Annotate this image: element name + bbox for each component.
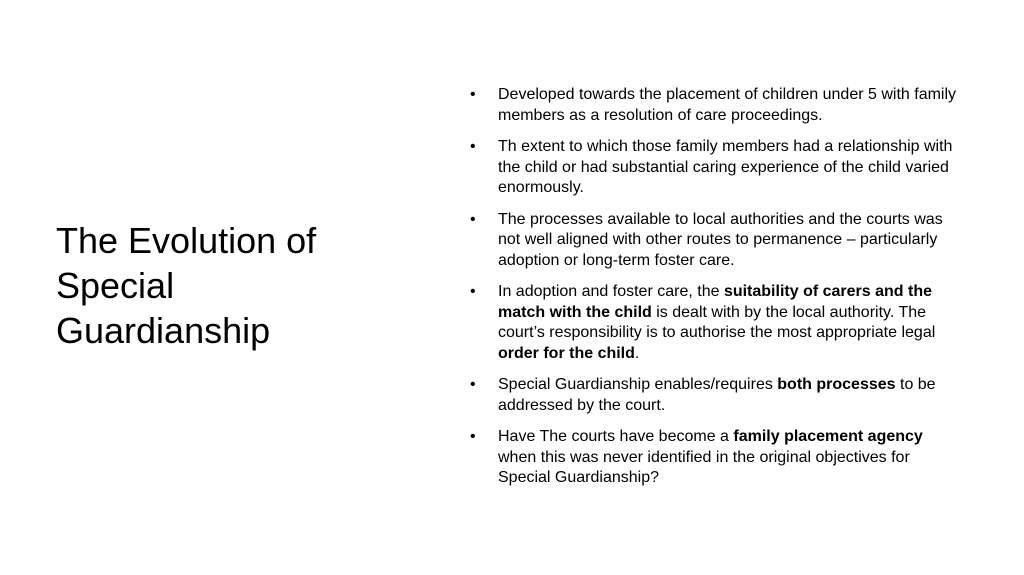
bullet-text-part: In adoption and foster care, the [498,283,724,300]
bullet-text [498,86,956,124]
bullet-dot-icon: • [470,138,476,155]
bullet-item [470,375,960,416]
bullet-item [470,282,960,364]
bullet-text-part: when this was never identified in the original objectives for Special Guardianship? [498,448,910,486]
bullet-item [470,85,960,126]
bullet-text-part: Developed towards the placement of children under 5 with family members as a resolution of care proceedings. [498,86,957,124]
bullet-text-emphasis: order for the child [498,344,635,362]
bullet-text-emphasis: both processes [777,376,896,393]
bullet-text-part: . [634,344,640,362]
bullet-text [498,376,936,414]
bullet-item [470,137,960,199]
slide-title [56,218,386,353]
bullet-text-part: is dealt with by the local authority. The court’s responsibility is to authorise the most appropriate legal [498,303,936,341]
bullet-dot-icon: • [470,210,476,228]
bullet-text-part: to be addressed by the court. [498,376,936,414]
bullet-text-part: Th extent to which those family members had a relationship with the child or had substantial caring experience of the child varied enormously. [498,138,953,196]
bullet-text [498,138,952,196]
bullet-text [498,283,935,362]
bullet-text-emphasis: suitability of carers and the match with the child [498,283,932,321]
title-line: Special [56,265,175,306]
bullet-text-part: Special Guardianship enables/requires [498,376,778,393]
bullet-item [470,427,960,489]
bullet-text-part: The processes available to local authorities and the courts was not well aligned with other routes to permanence – particularly adoption or long-term foster care. [498,210,943,269]
title-line: The Evolution of [56,220,317,261]
bullet-dot-icon: • [470,376,476,393]
bullet-dot-icon: • [470,283,476,300]
title-line: Guardianship [56,310,271,351]
bullet-text [498,211,943,269]
bullet-item [470,210,960,272]
bullet-list [470,85,960,500]
bullet-text-part: Have The courts have become a [498,428,734,445]
bullet-text [498,428,923,486]
bullet-dot-icon: • [470,428,476,445]
bullet-dot-icon: • [470,86,476,103]
bullet-text-emphasis: family placement agency [733,428,923,445]
